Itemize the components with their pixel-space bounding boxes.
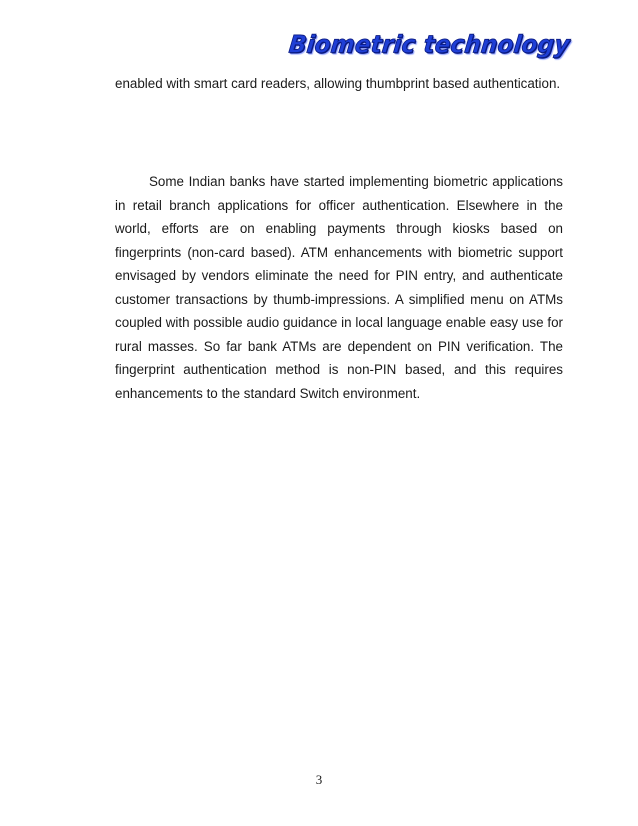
page-header-title: Biometric technology	[288, 31, 572, 59]
page-number: 3	[315, 772, 323, 787]
paragraph-biometric-banking: Some Indian banks have started implementing biometric applications in retail branch applications for officer authentication. Elsewhere in the world, efforts are on enabling payments through kiosks based on fingerprints (non-card based). ATM enhancements with biometric support envisaged by vendors eliminate the need for PIN entry, and authenticate customer transactions by thumb-impressions. A simplified menu on ATMs coupled with possible audio guidance in local language enable easy use for rural masses. So far bank ATMs are dependent on PIN verification. The fingerprint authentication method is non-PIN based, and this requires enhancements to the standard Switch environment.	[115, 174, 563, 401]
paragraph-continuation: enabled with smart card readers, allowing thumbprint based authentication.	[115, 76, 561, 91]
